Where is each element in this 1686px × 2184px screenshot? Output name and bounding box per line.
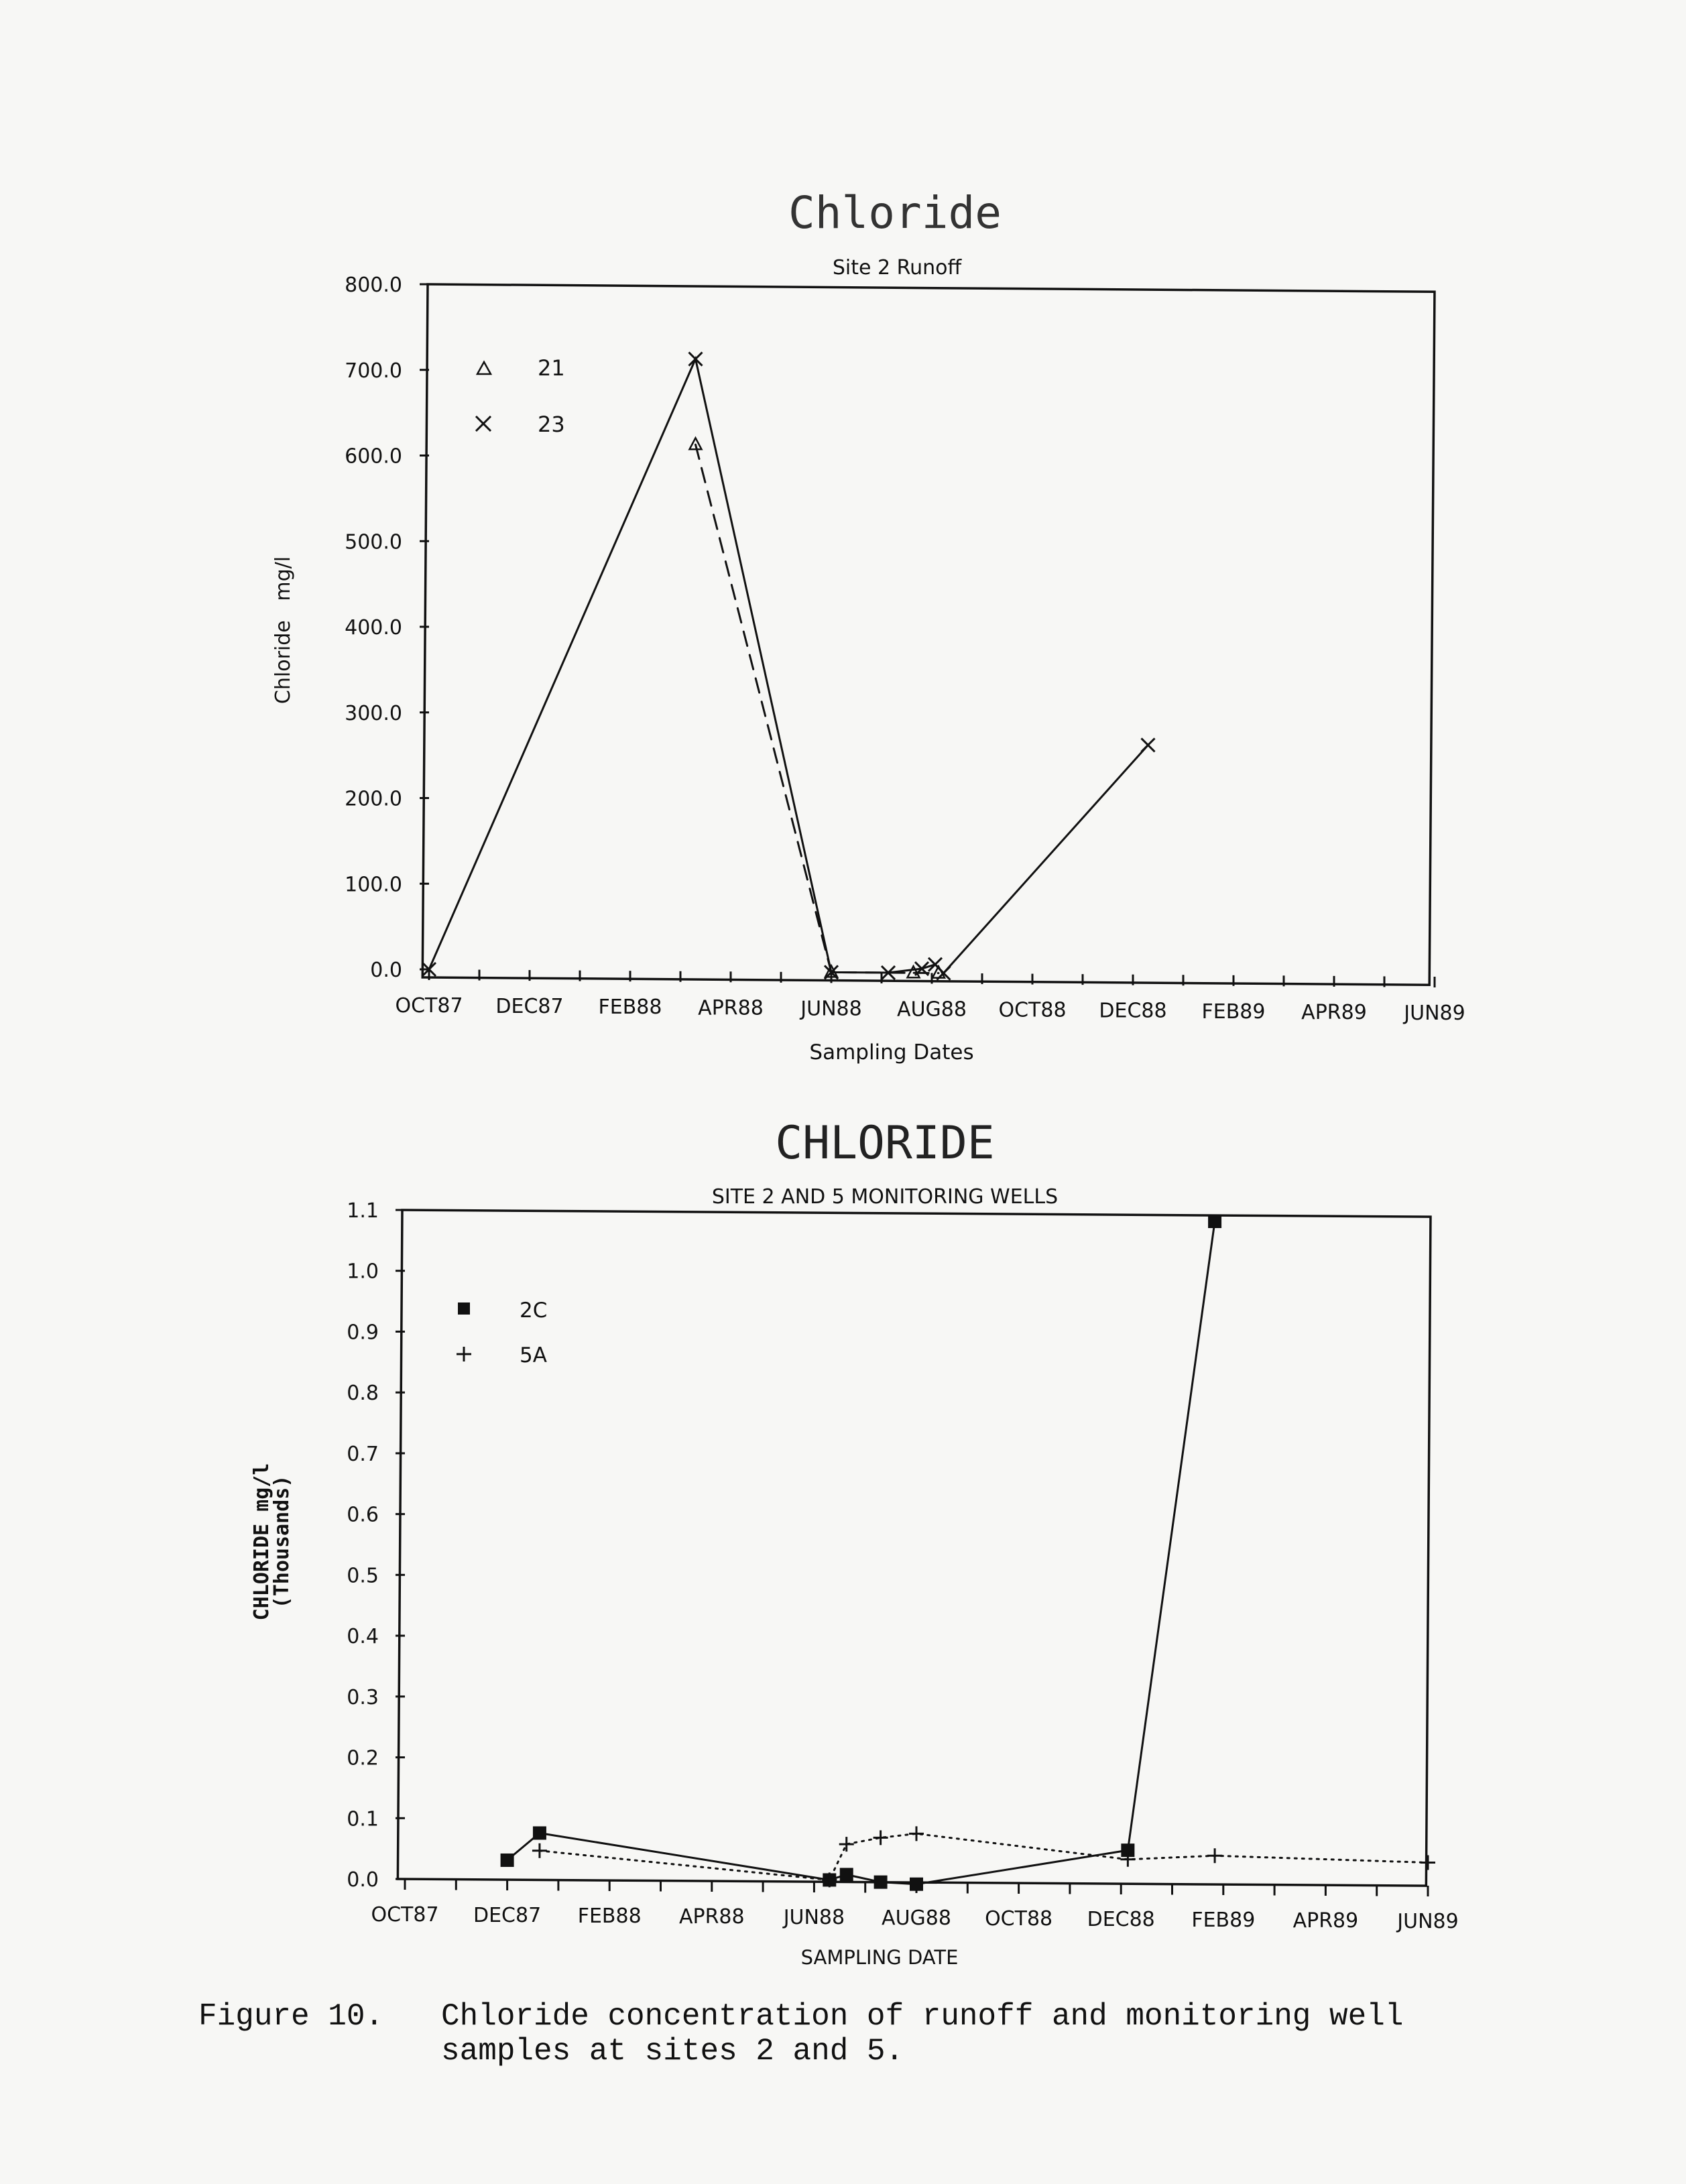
- data-point-2c: [874, 1876, 888, 1889]
- x-tick-label: OCT88: [985, 1907, 1053, 1931]
- legend-label-5a: 5A: [520, 1343, 547, 1368]
- y-tick-label: 200.0: [345, 787, 402, 811]
- x-tick-label: JUN89: [1397, 1910, 1459, 1933]
- data-point-5a: [839, 1837, 854, 1852]
- chart1-series: [422, 353, 1155, 980]
- y-tick-label: 700.0: [345, 359, 402, 383]
- data-point-2c: [533, 1826, 546, 1839]
- legend-label-2c: 2C: [520, 1298, 548, 1323]
- chart1-subtitle: Site 2 Runoff: [832, 256, 962, 280]
- legend-item-23: [476, 412, 565, 437]
- y-tick-label: 0.0: [370, 959, 402, 982]
- y-tick-label: 300.0: [345, 701, 402, 725]
- chart2-y-axis: [347, 1199, 405, 1892]
- x-tick-label: APR89: [1301, 1000, 1367, 1024]
- chart2-legend: [457, 1298, 547, 1368]
- x-tick-label: OCT88: [998, 998, 1067, 1022]
- chart2-y-axis-title: CHLORIDE mg/l: [250, 1463, 274, 1621]
- x-tick-label: APR88: [698, 996, 764, 1020]
- data-point-2c: [1208, 1215, 1221, 1228]
- chart2-subtitle: SITE 2 AND 5 MONITORING WELLS: [711, 1185, 1059, 1209]
- chart1-y-axis: [345, 274, 429, 982]
- chart2-x-axis-title: SAMPLING DATE: [800, 1946, 959, 1969]
- data-point-5a: [532, 1843, 547, 1858]
- caption-label: Figure 10.: [198, 1999, 384, 2034]
- x-tick-label: FEB89: [1201, 999, 1266, 1024]
- data-point-5a: [1207, 1848, 1222, 1863]
- y-tick-label: 600.0: [345, 444, 402, 469]
- y-tick-label: 100.0: [345, 873, 402, 897]
- x-tick-label: OCT87: [371, 1903, 439, 1927]
- data-point-5a: [909, 1826, 924, 1841]
- square-marker-icon: [458, 1302, 470, 1315]
- x-marker-icon: [476, 416, 491, 431]
- y-tick-label: 400.0: [345, 616, 402, 640]
- chart1-y-axis-title: Chloride mg/l: [272, 556, 295, 705]
- y-tick-label: 0.9: [347, 1321, 379, 1345]
- chart1-x-axis-title: Sampling Dates: [809, 1040, 974, 1065]
- x-tick-label: OCT87: [395, 994, 463, 1018]
- plus-marker-icon: [457, 1347, 471, 1361]
- x-tick-label: APR88: [678, 1905, 745, 1929]
- legend-label-21: 21: [538, 355, 565, 381]
- y-tick-label: 0.6: [347, 1503, 379, 1527]
- x-tick-label: DEC87: [473, 1904, 542, 1927]
- x-tick-label: JUN88: [783, 1906, 845, 1929]
- chart2-y-axis-subtitle: (Thousands): [270, 1475, 294, 1609]
- series-line-23: [429, 359, 1148, 973]
- caption-line-2: samples at sites 2 and 5.: [441, 2034, 904, 2069]
- x-tick-label: DEC88: [1087, 1908, 1155, 1931]
- x-tick-label: APR89: [1292, 1909, 1359, 1933]
- legend-label-23: 23: [538, 412, 565, 437]
- x-tick-label: DEC88: [1099, 999, 1167, 1023]
- triangle-marker-icon: [477, 362, 491, 374]
- y-tick-label: 0.1: [347, 1807, 379, 1831]
- y-tick-label: 0.2: [347, 1746, 379, 1770]
- caption-line-1: Chloride concentration of runoff and monitoring well: [441, 1999, 1404, 2034]
- data-point-2c: [501, 1854, 514, 1867]
- x-tick-label: AUG88: [882, 1906, 951, 1930]
- chart1-title: Chloride: [788, 187, 1002, 239]
- x-tick-label: FEB88: [577, 1904, 642, 1928]
- y-tick-label: 1.1: [347, 1199, 379, 1223]
- data-point-2c: [910, 1878, 923, 1891]
- legend-item-21: [477, 355, 565, 381]
- y-tick-label: 1.0: [347, 1260, 379, 1284]
- x-tick-label: AUG88: [897, 997, 967, 1022]
- figure-caption: [198, 1999, 1403, 2069]
- y-tick-label: 0.5: [347, 1564, 379, 1588]
- y-tick-label: 500.0: [345, 530, 402, 554]
- y-tick-label: 0.3: [347, 1685, 379, 1709]
- series-line-2c: [507, 1221, 1215, 1884]
- chart2-title: CHLORIDE: [775, 1117, 995, 1170]
- chart2-plot-frame: [398, 1210, 1431, 1886]
- y-tick-label: 0.0: [347, 1868, 379, 1892]
- data-point-23: [689, 353, 703, 366]
- y-tick-label: 0.4: [347, 1625, 379, 1649]
- data-point-23: [1142, 738, 1155, 751]
- wells-chart: [250, 1117, 1459, 1969]
- x-tick-label: FEB89: [1191, 1908, 1256, 1932]
- chart2-series: [501, 1215, 1435, 1891]
- data-point-5a: [1421, 1856, 1435, 1870]
- legend-item-5a: [457, 1343, 547, 1368]
- data-point-5a: [874, 1830, 888, 1845]
- x-tick-label: JUN88: [800, 997, 862, 1021]
- legend-item-2c: [458, 1298, 547, 1323]
- runoff-chart: [272, 187, 1465, 1065]
- y-tick-label: 0.8: [347, 1382, 379, 1406]
- x-tick-label: JUN89: [1404, 1002, 1465, 1025]
- data-point-2c: [840, 1868, 853, 1881]
- y-tick-label: 800.0: [345, 274, 402, 297]
- x-tick-label: DEC87: [495, 995, 564, 1019]
- x-tick-label: FEB88: [598, 995, 662, 1020]
- y-tick-label: 0.7: [347, 1442, 379, 1466]
- chart1-legend: [476, 355, 565, 437]
